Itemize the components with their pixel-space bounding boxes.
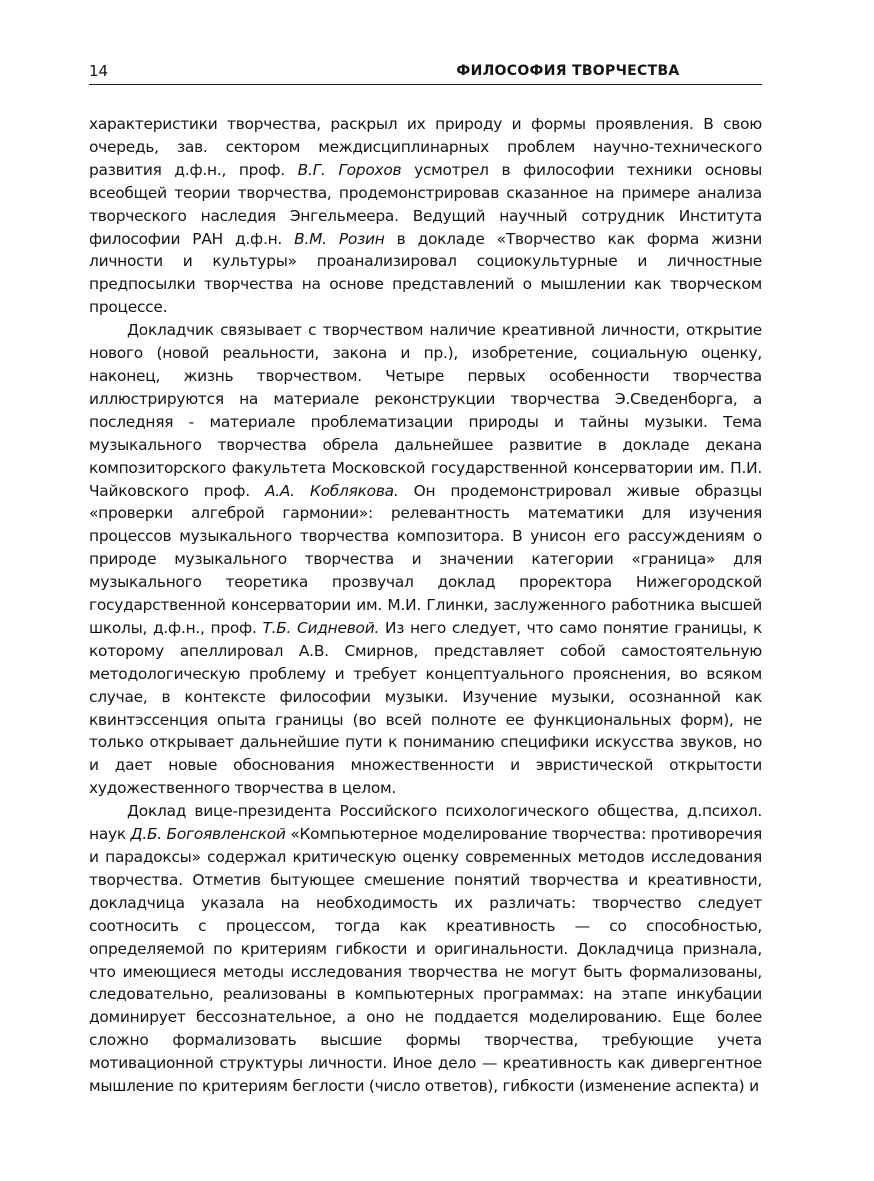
body-text	[89, 113, 762, 1098]
paragraph-text: усмотрел в философии техники основы всеобщей теории творчества, продемонстрировав сказанное на примере анализа творческого наследия Энгельмеера. Ведущий научный сотрудник Института философии РАН д.ф.н.	[89, 160, 762, 248]
paragraph-text: характеристики творчества, раскрыл их природу и формы проявления. В свою очередь, зав. сектором междисциплинарных проблем научно-технического развития д.ф.н., проф.	[89, 115, 762, 179]
paragraph-1	[89, 113, 762, 319]
paragraph-text: «Компьютерное моделирование творчества: противоречия и парадоксы» содержал критическую оценку современных методов исследования творчества. Отметив бытующее смешение понятий творчества и креативности, докладчица указала на необходимость их различать: творчество следует соотносить с процессом, тогда как креативность — со способностью, определяемой по критериям гибкости и оригинальности. Докладчица признала, что имеющиеся методы исследования творчества не могут быть формализованы, следовательно, реализованы в компьютерных программах: на этапе инкубации доминирует бессознательное, а оно не поддается моделированию. Еще более сложно формализовать высшие формы творчества, требующие учета мотивационной структуры личности. Иное дело — креативность как дивергентное мышление по критериям беглости (число ответов), гибкости (изменение аспекта) и	[89, 825, 762, 1096]
person-name: А.А. Коблякова.	[264, 481, 399, 500]
running-title: ФИЛОСОФИЯ ТВОРЧЕСТВА	[456, 63, 680, 79]
page-number: 14	[89, 62, 109, 80]
paragraph-3	[89, 800, 762, 1098]
paragraph-text: Из него следует, что само понятие границы, к которому апеллировал А.В. Смирнов, представляет собой самостоятельную методологическую проблему и требует концептуального прояснения, во всяком случае, в контексте философии музыки. Изучение музыки, осознанной как квинтэссенция опыта границы (во всей полноте ее функциональных форм), не только открывает дальнейшие пути к пониманию специфики искусства звуков, но и дает новые обоснования множественности и эвристической открытости художественного творчества в целом.	[89, 618, 762, 798]
paragraph-2	[89, 319, 762, 800]
paragraph-text: в докладе «Творчество как форма жизни личности и культуры» проанализировал социокультурные и личностные предпосылки творчества на основе представлений о мышлении как творческом процессе.	[89, 229, 762, 317]
person-name: Т.Б. Сидневой.	[262, 618, 380, 637]
person-name: Д.Б. Богоявленской	[130, 825, 286, 844]
page-header	[89, 60, 762, 85]
paragraph-text: Он продемонстрировал живые образцы «проверки алгеброй гармонии»: релевантность математики для изучения процессов музыкального творчества композитора. В унисон его рассуждениям о природе музыкального творчества и значении категории «граница» для музыкального теоретика прозвучал доклад проректора Нижегородской государственной консерватории им. М.И. Глинки, заслуженного работника высшей школы, д.ф.н., проф.	[89, 481, 762, 637]
paragraph-text: Докладчик связывает с творчеством наличие креативной личности, открытие нового (новой реальности, закона и пр.), изобретение, социальную оценку, наконец, жизнь творчеством. Четыре первых особенности творчества иллюстрируются на материале реконструкции творчества Э.Сведенборга, а последняя - материале проблематизации природы и тайны музыки. Тема музыкального творчества обрела дальнейшее развитие в докладе декана композиторского факультета Московской государственной консерватории им. П.И. Чайковского проф.	[89, 321, 762, 500]
person-name: В.Г. Горохов	[297, 160, 402, 179]
paragraph-text: Доклад вице-президента Российского психологического общества, д.психол. наук	[89, 802, 762, 844]
person-name: В.М. Розин	[294, 229, 385, 248]
